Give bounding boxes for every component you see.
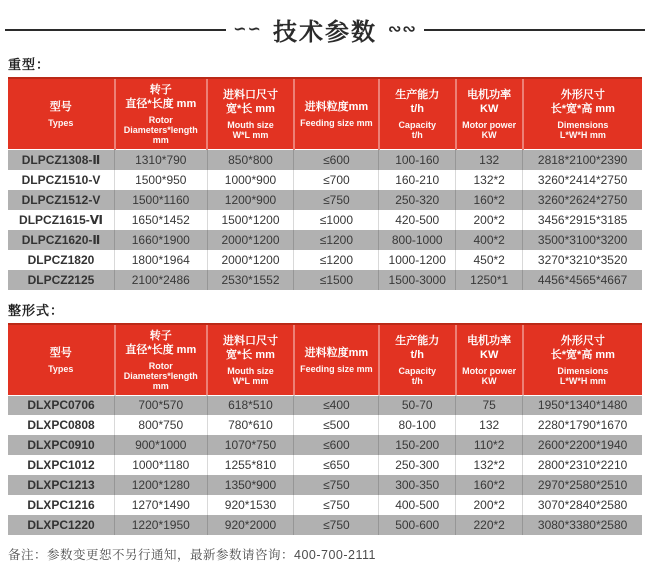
value-cell: 75 bbox=[456, 395, 523, 415]
column-header-feeding-size bbox=[294, 324, 379, 396]
column-header-capacity bbox=[379, 324, 456, 396]
column-header-cn: 转子 直径*长度 mm bbox=[125, 329, 197, 356]
column-header-rotor bbox=[115, 78, 208, 150]
value-cell: 50-70 bbox=[379, 395, 456, 415]
value-cell: 618*510 bbox=[207, 395, 294, 415]
column-header-cn: 进料口尺寸 宽*长 mm bbox=[222, 89, 278, 115]
title-rule-right bbox=[424, 29, 645, 31]
table-body bbox=[8, 395, 642, 535]
value-cell: 1220*1950 bbox=[115, 515, 208, 535]
column-header-types bbox=[8, 78, 115, 150]
value-cell: 500-600 bbox=[379, 515, 456, 535]
value-cell: 200*2 bbox=[456, 495, 523, 515]
column-header-cn: 进料粒度mm bbox=[304, 101, 369, 113]
value-cell: ≤1500 bbox=[294, 270, 379, 290]
header-row bbox=[8, 78, 642, 150]
section-shaping-type bbox=[8, 300, 642, 536]
value-cell: 1200*900 bbox=[207, 190, 294, 210]
model-cell: DLPCZ1620-Ⅱ bbox=[21, 232, 101, 247]
value-cell: 1500*950 bbox=[115, 170, 208, 190]
section-heavy-type bbox=[8, 54, 642, 290]
table-row bbox=[8, 190, 642, 210]
value-cell: ≤500 bbox=[294, 415, 379, 435]
value-cell: 132*2 bbox=[456, 455, 523, 475]
value-cell: 400*2 bbox=[456, 230, 523, 250]
value-cell: ≤750 bbox=[294, 495, 379, 515]
model-cell: DLPCZ1615-Ⅵ bbox=[19, 212, 103, 227]
value-cell: 160*2 bbox=[456, 475, 523, 495]
column-header-capacity bbox=[379, 78, 456, 150]
column-header-en: Types bbox=[48, 118, 74, 128]
value-cell: ≤750 bbox=[294, 475, 379, 495]
value-cell: 1500-3000 bbox=[379, 270, 456, 290]
table-row bbox=[8, 495, 642, 515]
title-bar bbox=[0, 0, 650, 44]
column-header-cn: 外形尺寸 长*宽*高 mm bbox=[550, 334, 615, 361]
value-cell: 1310*790 bbox=[115, 150, 208, 170]
value-cell: 1950*1340*1480 bbox=[523, 395, 642, 415]
column-header-en: Feeding size mm bbox=[300, 363, 373, 374]
value-cell: 250-320 bbox=[379, 190, 456, 210]
value-cell: 450*2 bbox=[456, 250, 523, 270]
value-cell: 132*2 bbox=[456, 170, 523, 190]
value-cell: 400-500 bbox=[379, 495, 456, 515]
value-cell: 3260*2624*2750 bbox=[523, 190, 642, 210]
column-header-en: Rotor Diameters*length mm bbox=[123, 115, 198, 145]
column-header-cn: 外形尺寸 长*宽*高 mm bbox=[550, 89, 615, 115]
column-header-motor-power bbox=[456, 78, 523, 150]
value-cell: 700*570 bbox=[115, 395, 208, 415]
value-cell: 1000*1180 bbox=[115, 455, 208, 475]
value-cell: 920*2000 bbox=[207, 515, 294, 535]
value-cell: ≤600 bbox=[294, 150, 379, 170]
column-header-cn: 型号 bbox=[49, 346, 72, 359]
column-header-en: Feeding size mm bbox=[300, 118, 373, 128]
column-header-en: Dimensions L*W*H mm bbox=[557, 365, 609, 386]
column-header-cn: 电机功率 KW bbox=[467, 89, 512, 115]
value-cell: ≤750 bbox=[294, 515, 379, 535]
column-header-dimensions bbox=[523, 324, 642, 396]
value-cell: 100-160 bbox=[379, 150, 456, 170]
column-header-cn: 转子 直径*长度 mm bbox=[125, 84, 197, 110]
column-header-rotor bbox=[115, 324, 208, 396]
shaping-type-table bbox=[8, 323, 642, 536]
column-header-motor-power bbox=[456, 324, 523, 396]
value-cell: 3080*3380*2580 bbox=[523, 515, 642, 535]
table-row bbox=[8, 475, 642, 495]
value-cell: 3456*2915*3185 bbox=[523, 210, 642, 230]
column-header-dimensions bbox=[523, 78, 642, 150]
model-cell: DLXPC1220 bbox=[27, 518, 95, 532]
value-cell: 110*2 bbox=[456, 435, 523, 455]
column-header-cn: 进料粒度mm bbox=[304, 346, 369, 359]
value-cell: 800*750 bbox=[115, 415, 208, 435]
column-header-cn: 电机功率 KW bbox=[467, 334, 512, 361]
value-cell: 2100*2486 bbox=[115, 270, 208, 290]
value-cell: 2800*2310*2210 bbox=[523, 455, 642, 475]
value-cell: 2530*1552 bbox=[207, 270, 294, 290]
value-cell: 132 bbox=[456, 415, 523, 435]
model-cell: DLXPC1012 bbox=[27, 458, 95, 472]
table-row bbox=[8, 415, 642, 435]
column-header-types bbox=[8, 324, 115, 396]
value-cell: 1800*1964 bbox=[115, 250, 208, 270]
value-cell: 2818*2100*2390 bbox=[523, 150, 642, 170]
table-body bbox=[8, 150, 642, 290]
value-cell: 300-350 bbox=[379, 475, 456, 495]
column-header-en: Capacity t/h bbox=[398, 365, 436, 386]
table-header bbox=[8, 78, 642, 150]
column-header-cn: 生产能力 t/h bbox=[395, 89, 440, 115]
value-cell: 1250*1 bbox=[456, 270, 523, 290]
table-row bbox=[8, 250, 642, 270]
section-label-shaping: 整形式： bbox=[8, 302, 65, 318]
value-cell: 920*1530 bbox=[207, 495, 294, 515]
value-cell: 900*1000 bbox=[115, 435, 208, 455]
table-row bbox=[8, 395, 642, 415]
heavy-type-table bbox=[8, 77, 642, 290]
value-cell: 850*800 bbox=[207, 150, 294, 170]
column-header-en: Capacity t/h bbox=[398, 120, 436, 140]
page-title: 技术参数 bbox=[273, 18, 377, 46]
value-cell: 2000*1200 bbox=[207, 230, 294, 250]
value-cell: 3260*2414*2750 bbox=[523, 170, 642, 190]
column-header-en: Motor power KW bbox=[462, 365, 517, 386]
value-cell: 1500*1160 bbox=[115, 190, 208, 210]
model-cell: DLXPC0706 bbox=[27, 398, 95, 413]
value-cell: 3270*3210*3520 bbox=[523, 250, 642, 270]
value-cell: 3500*3100*3200 bbox=[523, 230, 642, 250]
column-header-feeding-size bbox=[294, 78, 379, 150]
value-cell: 4456*4565*4667 bbox=[523, 270, 642, 290]
value-cell: 780*610 bbox=[207, 415, 294, 435]
value-cell: ≤650 bbox=[294, 455, 379, 475]
value-cell: 420-500 bbox=[379, 210, 456, 230]
column-header-en: Dimensions L*W*H mm bbox=[557, 120, 609, 140]
table-row bbox=[8, 515, 642, 535]
value-cell: 1200*1280 bbox=[115, 475, 208, 495]
column-header-cn: 生产能力 t/h bbox=[395, 334, 440, 361]
column-header-cn: 型号 bbox=[49, 101, 72, 113]
value-cell: 250-300 bbox=[379, 455, 456, 475]
model-cell: DLPCZ1510-V bbox=[21, 172, 101, 187]
value-cell: 1270*1490 bbox=[115, 495, 208, 515]
column-header-en: Motor power KW bbox=[462, 120, 517, 140]
title-rule-left bbox=[5, 29, 226, 31]
model-cell: DLPCZ1308-Ⅱ bbox=[21, 152, 101, 167]
value-cell: 800-1000 bbox=[379, 230, 456, 250]
title-ornament-left: ∽∽ bbox=[233, 21, 262, 38]
column-header-mouth-size bbox=[207, 78, 294, 150]
value-cell: 2000*1200 bbox=[207, 250, 294, 270]
footer-note: 备注：参数变更恕不另行通知，最新参数请咨询：400-700-2111 bbox=[8, 548, 376, 562]
title-ornament-right: ∾∾ bbox=[388, 21, 417, 38]
model-cell: DLXPC1213 bbox=[27, 478, 95, 492]
value-cell: 1000*900 bbox=[207, 170, 294, 190]
value-cell: 200*2 bbox=[456, 210, 523, 230]
table-row bbox=[8, 170, 642, 190]
model-cell: DLXPC0808 bbox=[27, 418, 95, 432]
value-cell: 2970*2580*2510 bbox=[523, 475, 642, 495]
value-cell: 1650*1452 bbox=[115, 210, 208, 230]
value-cell: 1070*750 bbox=[207, 435, 294, 455]
value-cell: 80-100 bbox=[379, 415, 456, 435]
table-row bbox=[8, 270, 642, 290]
table-header bbox=[8, 324, 642, 396]
model-cell: DLPCZ1512-V bbox=[21, 192, 101, 207]
column-header-mouth-size bbox=[207, 324, 294, 396]
model-cell: DLXPC1216 bbox=[27, 498, 95, 512]
section-label-heavy: 重型： bbox=[8, 57, 51, 72]
table-row bbox=[8, 150, 642, 170]
value-cell: ≤1200 bbox=[294, 230, 379, 250]
value-cell: 220*2 bbox=[456, 515, 523, 535]
table-row bbox=[8, 435, 642, 455]
value-cell: 160-210 bbox=[379, 170, 456, 190]
column-header-en: Types bbox=[48, 363, 74, 374]
model-cell: DLXPC0910 bbox=[27, 438, 95, 452]
table-row bbox=[8, 210, 642, 230]
value-cell: ≤1000 bbox=[294, 210, 379, 230]
model-cell: DLPCZ2125 bbox=[27, 272, 95, 287]
value-cell: ≤400 bbox=[294, 395, 379, 415]
model-cell: DLPCZ1820 bbox=[27, 252, 95, 267]
column-header-en: Mouth size W*L mm bbox=[227, 365, 274, 386]
value-cell: 150-200 bbox=[379, 435, 456, 455]
table-row bbox=[8, 230, 642, 250]
value-cell: 1660*1900 bbox=[115, 230, 208, 250]
value-cell: 2280*1790*1670 bbox=[523, 415, 642, 435]
value-cell: 1500*1200 bbox=[207, 210, 294, 230]
table-row bbox=[8, 455, 642, 475]
value-cell: 1255*810 bbox=[207, 455, 294, 475]
value-cell: 160*2 bbox=[456, 190, 523, 210]
header-row bbox=[8, 324, 642, 396]
value-cell: 3070*2840*2580 bbox=[523, 495, 642, 515]
column-header-en: Rotor Diameters*length mm bbox=[123, 360, 198, 391]
value-cell: ≤750 bbox=[294, 190, 379, 210]
value-cell: ≤700 bbox=[294, 170, 379, 190]
value-cell: ≤1200 bbox=[294, 250, 379, 270]
column-header-cn: 进料口尺寸 宽*长 mm bbox=[222, 334, 278, 361]
value-cell: 1000-1200 bbox=[379, 250, 456, 270]
value-cell: 1350*900 bbox=[207, 475, 294, 495]
value-cell: 2600*2200*1940 bbox=[523, 435, 642, 455]
value-cell: ≤600 bbox=[294, 435, 379, 455]
column-header-en: Mouth size W*L mm bbox=[227, 120, 274, 140]
value-cell: 132 bbox=[456, 150, 523, 170]
